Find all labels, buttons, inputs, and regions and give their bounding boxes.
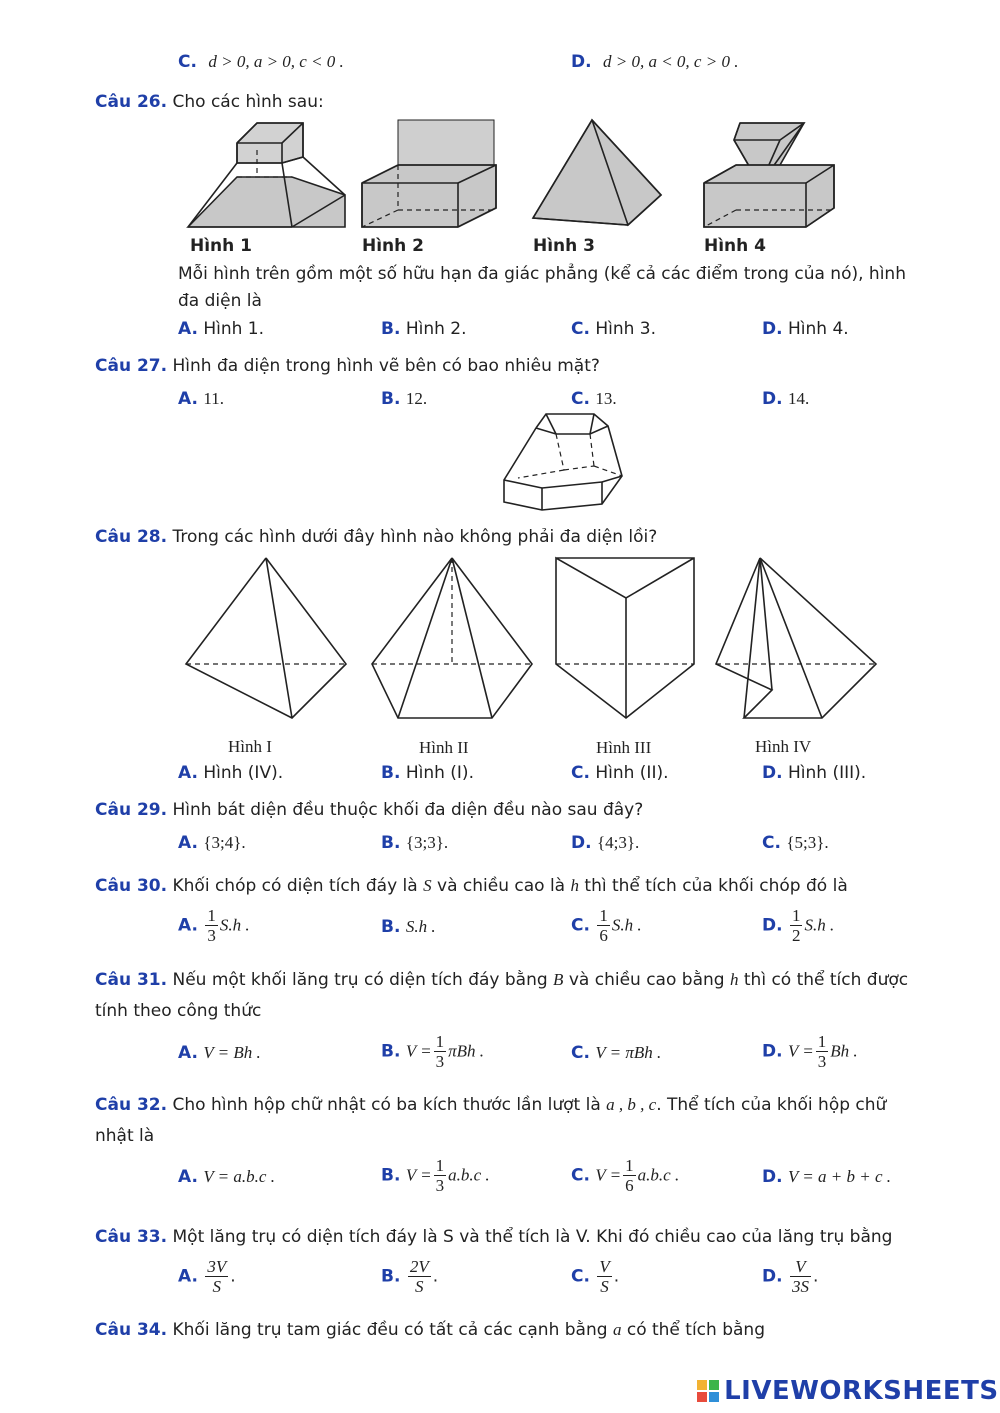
q26-fig2-label: Hình 2 — [362, 236, 425, 256]
q28-option-a[interactable]: A. Hình (IV). — [178, 763, 284, 783]
q28-fig4-label: Hình IV — [755, 737, 812, 756]
q28-fig2-label: Hình II — [419, 738, 469, 757]
q27-option-c[interactable]: C. 13. — [571, 389, 617, 409]
q33-option-a[interactable]: A. $\frac{3V}{S}$ . — [178, 1257, 236, 1296]
q31-stem-line1: Câu 31. Nếu một khối lăng trụ có diện tích đáy bằng B và chiều cao bằng h thì có thể tích được — [95, 970, 909, 990]
q31-stem-line2: tính theo công thức — [95, 1001, 262, 1021]
q31-option-d[interactable]: D. V = $\frac{1}{3}$ Bh . — [762, 1032, 858, 1071]
q27-option-d[interactable]: D. 14. — [762, 389, 810, 409]
liveworksheets-logo-icon — [697, 1378, 719, 1404]
q32-stem-line1: Câu 32. Cho hình hộp chữ nhật có ba kích thước lần lượt là a , b , c. Thể tích của khối hộp chữ — [95, 1095, 887, 1115]
q29-stem: Câu 29. Hình bát diện đều thuộc khối đa diện đều nào sau đây? — [95, 800, 644, 820]
q32-option-d[interactable]: D. V = a + b + c . — [762, 1167, 892, 1187]
q33-option-c[interactable]: C. $\frac{V}{S}$ . — [571, 1257, 620, 1296]
q32-option-c[interactable]: C. V = $\frac{1}{6}$ a.b.c . — [571, 1156, 680, 1195]
q32-option-b[interactable]: B. V = $\frac{1}{3}$ a.b.c . — [381, 1156, 490, 1195]
q30-option-c[interactable]: C. $\frac{1}{6}$ S.h . — [571, 906, 642, 945]
q29-option-d[interactable]: D. {4;3}. — [571, 833, 640, 853]
q26-figure-4 — [700, 115, 840, 235]
q26-body-line2: đa diện là — [178, 291, 262, 311]
q29-option-b[interactable]: B. {3;3}. — [381, 833, 449, 853]
q28-option-b[interactable]: B. Hình (I). — [381, 763, 474, 783]
q33-option-d[interactable]: D. $\frac{V}{3S}$ . — [762, 1257, 819, 1296]
q27-polyhedron-figure — [498, 408, 630, 516]
q30-option-d[interactable]: D. $\frac{1}{2}$ S.h . — [762, 906, 835, 945]
q26-option-a[interactable]: A. Hình 1. — [178, 319, 265, 339]
q27-option-b[interactable]: B. 12. — [381, 389, 428, 409]
q25-option-c[interactable]: C. d > 0, a > 0, c < 0 . — [178, 52, 344, 72]
q28-figure-i — [180, 552, 352, 724]
q30-option-a[interactable]: A. $\frac{1}{3}$ S.h . — [178, 906, 250, 945]
q30-option-b[interactable]: B. S.h . — [381, 917, 436, 937]
q28-fig1-label: Hình I — [228, 737, 272, 756]
q28-stem: Câu 28. Trong các hình dưới đây hình nào không phải đa diện lồi? — [95, 527, 658, 547]
q26-fig1-label: Hình 1 — [190, 236, 253, 256]
q31-option-a[interactable]: A. V = Bh . — [178, 1043, 261, 1063]
q34-stem: Câu 34. Khối lăng trụ tam giác đều có tất cả các cạnh bằng a có thể tích bằng — [95, 1320, 765, 1340]
q26-option-d[interactable]: D. Hình 4. — [762, 319, 849, 339]
liveworksheets-logo-text: LIVEWORKSHEETS — [724, 1376, 999, 1406]
q32-stem-line2: nhật là — [95, 1126, 155, 1146]
q28-figure-iv — [710, 552, 882, 724]
q26-stem: Câu 26. Cho các hình sau: — [95, 92, 324, 112]
q29-option-c[interactable]: C. {5;3}. — [762, 833, 829, 853]
q33-option-b[interactable]: B. $\frac{2V}{S}$ . — [381, 1257, 439, 1296]
q26-figure-3 — [528, 115, 668, 235]
q26-fig3-label: Hình 3 — [533, 236, 596, 256]
q28-figure-iii — [550, 552, 700, 724]
q32-option-a[interactable]: A. V = a.b.c . — [178, 1167, 275, 1187]
q33-stem: Câu 33. Một lăng trụ có diện tích đáy là S và thể tích là V. Khi đó chiều cao của lăng trụ bằng — [95, 1227, 893, 1247]
q26-option-b[interactable]: B. Hình 2. — [381, 319, 467, 339]
q25-option-d[interactable]: D. d > 0, a < 0, c > 0 . — [571, 52, 739, 72]
q31-option-c[interactable]: C. V = πBh . — [571, 1043, 662, 1063]
q29-option-a[interactable]: A. {3;4}. — [178, 833, 246, 853]
liveworksheets-logo[interactable] — [697, 1376, 999, 1406]
q31-option-b[interactable]: B. V = $\frac{1}{3}$ πBh . — [381, 1032, 485, 1071]
q26-fig4-label: Hình 4 — [704, 236, 767, 256]
q26-figure-2 — [358, 115, 503, 235]
q27-stem: Câu 27. Hình đa diện trong hình vẽ bên có bao nhiêu mặt? — [95, 356, 600, 376]
q27-option-a[interactable]: A. 11. — [178, 389, 224, 409]
q28-option-d[interactable]: D. Hình (III). — [762, 763, 867, 783]
q26-figure-1 — [185, 115, 360, 235]
q28-fig3-label: Hình III — [596, 738, 652, 757]
q26-option-c[interactable]: C. Hình 3. — [571, 319, 657, 339]
q30-stem: Câu 30. Khối chóp có diện tích đáy là S và chiều cao là h thì thể tích của khối chóp đó là — [95, 876, 848, 896]
q26-body-line1: Mỗi hình trên gồm một số hữu hạn đa giác phẳng (kể cả các điểm trong của nó), hình — [178, 264, 906, 284]
q28-figure-ii — [366, 552, 538, 724]
q28-option-c[interactable]: C. Hình (II). — [571, 763, 669, 783]
